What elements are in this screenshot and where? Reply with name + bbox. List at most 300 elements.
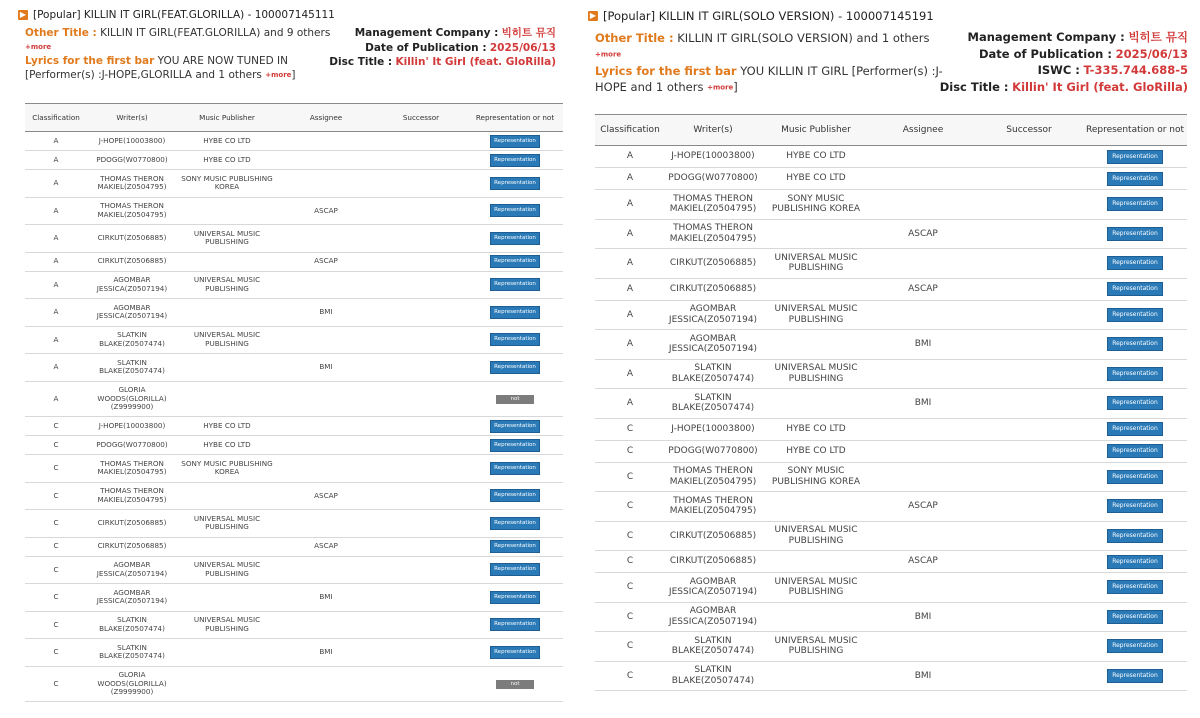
mgmt-value: 빅히트 뮤직 bbox=[501, 27, 556, 39]
cell-writer: CIRKUT(Z0506885) bbox=[665, 551, 761, 573]
cell-writer: CIRKUT(Z0506885) bbox=[665, 278, 761, 300]
cell-publisher: UNIVERSAL MUSIC PUBLISHING bbox=[761, 632, 871, 662]
work-info-left bbox=[25, 26, 355, 82]
cell-assignee bbox=[277, 170, 375, 198]
representation-badge[interactable]: Representation bbox=[490, 462, 540, 475]
cell-successor bbox=[975, 462, 1083, 492]
other-title-label: Other Title : bbox=[595, 31, 674, 45]
cell-writer: AGOMBAR JESSICA(Z0507194) bbox=[87, 299, 177, 327]
cell-publisher: UNIVERSAL MUSIC PUBLISHING bbox=[177, 556, 277, 584]
cell-successor bbox=[375, 666, 467, 702]
table-row bbox=[25, 381, 563, 417]
representation-badge[interactable]: Representation bbox=[490, 135, 540, 148]
representation-badge[interactable]: Representation bbox=[1107, 610, 1163, 624]
representation-badge[interactable]: Representation bbox=[1107, 197, 1163, 211]
cell-assignee: BMI bbox=[871, 330, 975, 360]
table-row bbox=[595, 146, 1187, 168]
representation-badge[interactable]: Representation bbox=[1107, 150, 1163, 164]
cell-representation bbox=[1083, 249, 1187, 279]
cell-assignee: ASCAP bbox=[871, 492, 975, 522]
work-title-line[interactable] bbox=[588, 9, 934, 23]
cell-publisher: HYBE CO LTD bbox=[761, 146, 871, 168]
cell-publisher bbox=[177, 252, 277, 271]
representation-badge[interactable]: Representation bbox=[490, 333, 540, 346]
lyrics-label: Lyrics for the first bar bbox=[595, 63, 737, 78]
cell-writer: PDOGG(W0770800) bbox=[665, 440, 761, 462]
cell-classification: C bbox=[25, 611, 87, 639]
table-row bbox=[595, 602, 1187, 632]
cell-publisher: UNIVERSAL MUSIC PUBLISHING bbox=[177, 271, 277, 299]
cell-classification: C bbox=[595, 418, 665, 440]
pub-date-value: 2025/06/13 bbox=[1115, 46, 1188, 61]
cell-writer: CIRKUT(Z0506885) bbox=[87, 510, 177, 538]
cell-classification: C bbox=[25, 556, 87, 584]
cell-publisher bbox=[177, 666, 277, 702]
work-title-line[interactable] bbox=[18, 9, 335, 21]
lyrics-close: ] bbox=[733, 79, 738, 94]
cell-classification: A bbox=[25, 197, 87, 225]
cell-writer: THOMAS THERON MAKIEL(Z0504795) bbox=[665, 462, 761, 492]
table-row bbox=[595, 418, 1187, 440]
cell-publisher: HYBE CO LTD bbox=[761, 418, 871, 440]
cell-assignee bbox=[871, 632, 975, 662]
cell-publisher: SONY MUSIC PUBLISHING KOREA bbox=[761, 190, 871, 220]
more-link[interactable]: +more bbox=[707, 83, 734, 91]
representation-badge[interactable]: Representation bbox=[1107, 227, 1163, 241]
cell-classification: A bbox=[25, 326, 87, 354]
cell-assignee: BMI bbox=[277, 584, 375, 612]
table-row bbox=[25, 510, 563, 538]
table-row bbox=[25, 639, 563, 667]
representation-badge[interactable]: Representation bbox=[1107, 308, 1163, 322]
cell-successor bbox=[975, 418, 1083, 440]
cell-writer: J-HOPE(10003800) bbox=[665, 418, 761, 440]
cell-classification: C bbox=[25, 537, 87, 556]
representation-badge[interactable]: Representation bbox=[1107, 555, 1163, 569]
cell-writer: AGOMBAR JESSICA(Z0507194) bbox=[87, 584, 177, 612]
cell-successor bbox=[975, 359, 1083, 389]
cell-assignee: BMI bbox=[277, 299, 375, 327]
cell-successor bbox=[375, 556, 467, 584]
table-row bbox=[25, 197, 563, 225]
cell-representation bbox=[1083, 492, 1187, 522]
table-row bbox=[25, 225, 563, 253]
cell-publisher bbox=[177, 537, 277, 556]
cell-assignee bbox=[871, 249, 975, 279]
table-row bbox=[595, 440, 1187, 462]
cell-assignee: ASCAP bbox=[277, 537, 375, 556]
cell-classification: A bbox=[595, 190, 665, 220]
header-representation: Representation or not bbox=[467, 104, 563, 132]
table-row bbox=[595, 359, 1187, 389]
representation-badge[interactable]: Representation bbox=[1107, 444, 1163, 458]
table-row bbox=[595, 551, 1187, 573]
cell-representation bbox=[467, 225, 563, 253]
representation-badge[interactable]: Representation bbox=[490, 646, 540, 659]
representation-badge[interactable]: Representation bbox=[490, 517, 540, 530]
representation-badge[interactable]: Representation bbox=[490, 278, 540, 291]
cell-representation bbox=[467, 455, 563, 483]
representation-badge[interactable]: Representation bbox=[1107, 256, 1163, 270]
cell-successor bbox=[375, 252, 467, 271]
cell-representation bbox=[1083, 278, 1187, 300]
pub-date-label: Date of Publication : bbox=[365, 41, 487, 54]
cell-assignee bbox=[871, 521, 975, 551]
cell-classification: A bbox=[25, 299, 87, 327]
disc-title-label: Disc Title : bbox=[329, 56, 393, 68]
cell-classification: A bbox=[595, 219, 665, 249]
cell-publisher: HYBE CO LTD bbox=[761, 168, 871, 190]
cell-successor bbox=[375, 537, 467, 556]
cell-publisher: UNIVERSAL MUSIC PUBLISHING bbox=[177, 326, 277, 354]
representation-badge[interactable]: Representation bbox=[490, 306, 540, 319]
cell-classification: A bbox=[595, 330, 665, 360]
representation-badge[interactable]: Representation bbox=[1107, 529, 1163, 543]
cell-publisher bbox=[761, 389, 871, 419]
cell-assignee bbox=[871, 359, 975, 389]
table-row bbox=[25, 151, 563, 170]
cell-writer: CIRKUT(Z0506885) bbox=[87, 537, 177, 556]
table-body bbox=[595, 146, 1187, 691]
cell-representation bbox=[1083, 300, 1187, 330]
cell-assignee: ASCAP bbox=[277, 252, 375, 271]
cell-publisher: SONY MUSIC PUBLISHING KOREA bbox=[177, 170, 277, 198]
table-row bbox=[595, 330, 1187, 360]
more-link[interactable]: +more bbox=[25, 43, 52, 51]
more-link[interactable]: +more bbox=[595, 50, 622, 59]
header-writers: Writer(s) bbox=[87, 104, 177, 132]
work-title[interactable]: [Popular] KILLIN IT GIRL(FEAT.GLORILLA) - 100007145111 bbox=[33, 9, 335, 21]
table-row bbox=[595, 521, 1187, 551]
cell-representation bbox=[1083, 330, 1187, 360]
cell-successor bbox=[975, 219, 1083, 249]
work-info-right bbox=[940, 29, 1188, 95]
cell-writer: THOMAS THERON MAKIEL(Z0504795) bbox=[665, 219, 761, 249]
cell-successor bbox=[975, 602, 1083, 632]
table-row bbox=[25, 354, 563, 382]
cell-writer: AGOMBAR JESSICA(Z0507194) bbox=[665, 330, 761, 360]
cell-publisher: UNIVERSAL MUSIC PUBLISHING bbox=[761, 300, 871, 330]
cell-classification: A bbox=[25, 381, 87, 417]
table-row bbox=[25, 417, 563, 436]
cell-writer: SLATKIN BLAKE(Z0507474) bbox=[665, 661, 761, 691]
representation-badge[interactable]: Representation bbox=[490, 255, 540, 268]
cell-representation bbox=[467, 639, 563, 667]
representation-badge[interactable]: Representation bbox=[490, 540, 540, 553]
cell-writer: SLATKIN BLAKE(Z0507474) bbox=[665, 632, 761, 662]
cell-assignee bbox=[871, 300, 975, 330]
cell-writer: CIRKUT(Z0506885) bbox=[87, 225, 177, 253]
cell-representation bbox=[467, 197, 563, 225]
cell-successor bbox=[375, 271, 467, 299]
cell-classification: A bbox=[595, 278, 665, 300]
representation-badge[interactable]: Representation bbox=[490, 154, 540, 167]
not-representation-badge[interactable]: not bbox=[496, 680, 534, 689]
cell-writer: CIRKUT(Z0506885) bbox=[665, 521, 761, 551]
cell-representation bbox=[467, 299, 563, 327]
cell-assignee: ASCAP bbox=[871, 551, 975, 573]
cell-representation bbox=[467, 151, 563, 170]
cell-classification: A bbox=[25, 132, 87, 151]
cell-representation bbox=[467, 271, 563, 299]
cell-assignee: BMI bbox=[277, 354, 375, 382]
cell-successor bbox=[975, 440, 1083, 462]
cell-representation bbox=[467, 611, 563, 639]
cell-successor bbox=[375, 436, 467, 455]
cell-publisher: UNIVERSAL MUSIC PUBLISHING bbox=[761, 573, 871, 603]
cell-publisher: SONY MUSIC PUBLISHING KOREA bbox=[177, 455, 277, 483]
cell-writer: AGOMBAR JESSICA(Z0507194) bbox=[665, 300, 761, 330]
cell-writer: AGOMBAR JESSICA(Z0507194) bbox=[665, 573, 761, 603]
cell-publisher: UNIVERSAL MUSIC PUBLISHING bbox=[761, 521, 871, 551]
cell-representation bbox=[467, 556, 563, 584]
rights-table bbox=[595, 114, 1187, 691]
cell-writer: GLORIA WOODS(GLORILLA) (Z9999900) bbox=[87, 666, 177, 702]
cell-assignee bbox=[277, 132, 375, 151]
cell-successor bbox=[975, 661, 1083, 691]
representation-badge[interactable]: Representation bbox=[1107, 367, 1163, 381]
cell-representation bbox=[1083, 440, 1187, 462]
not-representation-badge[interactable]: not bbox=[496, 395, 534, 404]
cell-publisher bbox=[177, 354, 277, 382]
cell-representation bbox=[1083, 551, 1187, 573]
representation-badge[interactable]: Representation bbox=[1107, 499, 1163, 513]
cell-successor bbox=[975, 492, 1083, 522]
cell-successor bbox=[375, 417, 467, 436]
header-assignee: Assignee bbox=[871, 115, 975, 146]
cell-successor bbox=[975, 249, 1083, 279]
cell-publisher bbox=[177, 381, 277, 417]
cell-successor bbox=[375, 611, 467, 639]
representation-badge[interactable]: Representation bbox=[490, 177, 540, 190]
cell-representation bbox=[467, 436, 563, 455]
representation-badge[interactable]: Representation bbox=[1107, 422, 1163, 436]
table-row bbox=[595, 300, 1187, 330]
cell-writer: AGOMBAR JESSICA(Z0507194) bbox=[665, 602, 761, 632]
cell-writer: GLORIA WOODS(GLORILLA) (Z9999900) bbox=[87, 381, 177, 417]
disc-title-label: Disc Title : bbox=[939, 79, 1009, 94]
cell-representation bbox=[467, 354, 563, 382]
cell-successor bbox=[975, 551, 1083, 573]
mgmt-label: Management Company : bbox=[354, 27, 499, 39]
table-row bbox=[25, 326, 563, 354]
cell-assignee bbox=[277, 556, 375, 584]
work-title[interactable]: [Popular] KILLIN IT GIRL(SOLO VERSION) - 100007145191 bbox=[603, 9, 934, 23]
representation-badge[interactable]: Representation bbox=[1107, 470, 1163, 484]
cell-classification: A bbox=[595, 146, 665, 168]
header-music-publisher: Music Publisher bbox=[177, 104, 277, 132]
table-row bbox=[595, 462, 1187, 492]
cell-representation bbox=[467, 252, 563, 271]
cell-writer: SLATKIN BLAKE(Z0507474) bbox=[665, 389, 761, 419]
cell-representation bbox=[1083, 521, 1187, 551]
cell-successor bbox=[375, 381, 467, 417]
pub-date-value: 2025/06/13 bbox=[489, 41, 556, 54]
representation-badge[interactable]: Representation bbox=[1107, 669, 1163, 683]
cell-assignee bbox=[871, 440, 975, 462]
representation-badge[interactable]: Representation bbox=[490, 591, 540, 604]
representation-badge[interactable]: Representation bbox=[1107, 639, 1163, 653]
cell-publisher: HYBE CO LTD bbox=[177, 132, 277, 151]
cell-successor bbox=[375, 299, 467, 327]
cell-classification: C bbox=[595, 551, 665, 573]
cell-representation bbox=[1083, 146, 1187, 168]
cell-classification: C bbox=[25, 666, 87, 702]
cell-successor bbox=[375, 170, 467, 198]
cell-assignee: ASCAP bbox=[277, 482, 375, 510]
cell-assignee bbox=[277, 436, 375, 455]
cell-representation bbox=[1083, 389, 1187, 419]
representation-badge[interactable]: Representation bbox=[1107, 172, 1163, 186]
cell-successor bbox=[375, 132, 467, 151]
representation-badge[interactable]: Representation bbox=[490, 563, 540, 576]
header-successor: Successor bbox=[375, 104, 467, 132]
cell-assignee bbox=[277, 381, 375, 417]
header-writers: Writer(s) bbox=[665, 115, 761, 146]
cell-publisher bbox=[177, 482, 277, 510]
cell-assignee bbox=[871, 168, 975, 190]
cell-classification: C bbox=[595, 462, 665, 492]
cell-writer: THOMAS THERON MAKIEL(Z0504795) bbox=[87, 197, 177, 225]
cell-writer: SLATKIN BLAKE(Z0507474) bbox=[87, 611, 177, 639]
cell-assignee bbox=[871, 146, 975, 168]
other-title-value: KILLIN IT GIRL(SOLO VERSION) and 1 others bbox=[677, 31, 930, 45]
representation-badge[interactable]: Representation bbox=[490, 361, 540, 374]
cell-successor bbox=[375, 354, 467, 382]
table-row bbox=[25, 611, 563, 639]
table-row bbox=[25, 170, 563, 198]
cell-representation bbox=[467, 584, 563, 612]
cell-publisher: UNIVERSAL MUSIC PUBLISHING bbox=[177, 611, 277, 639]
table-row bbox=[25, 482, 563, 510]
cell-successor bbox=[375, 482, 467, 510]
cell-writer: THOMAS THERON MAKIEL(Z0504795) bbox=[665, 190, 761, 220]
cell-classification: C bbox=[595, 661, 665, 691]
table-row bbox=[595, 661, 1187, 691]
work-info-left bbox=[595, 30, 945, 95]
cell-writer: PDOGG(W0770800) bbox=[665, 168, 761, 190]
cell-classification: C bbox=[25, 510, 87, 538]
other-title-value: KILLIN IT GIRL(FEAT.GLORILLA) and 9 others bbox=[100, 27, 331, 39]
orange-arrow-icon: ▶ bbox=[589, 11, 597, 20]
cell-assignee bbox=[871, 573, 975, 603]
table-header-row bbox=[595, 115, 1187, 146]
table-row bbox=[25, 299, 563, 327]
cell-assignee bbox=[277, 225, 375, 253]
cell-writer: J-HOPE(10003800) bbox=[87, 417, 177, 436]
cell-successor bbox=[975, 278, 1083, 300]
cell-publisher bbox=[761, 492, 871, 522]
cell-representation bbox=[1083, 359, 1187, 389]
cell-representation bbox=[1083, 462, 1187, 492]
table-row bbox=[25, 252, 563, 271]
cell-writer: CIRKUT(Z0506885) bbox=[665, 249, 761, 279]
cell-assignee: BMI bbox=[871, 661, 975, 691]
cell-classification: C bbox=[595, 440, 665, 462]
cell-publisher bbox=[177, 639, 277, 667]
cell-classification: A bbox=[595, 359, 665, 389]
cell-writer: J-HOPE(10003800) bbox=[665, 146, 761, 168]
cell-classification: A bbox=[25, 271, 87, 299]
cell-classification: C bbox=[25, 639, 87, 667]
iswc-label: ISWC : bbox=[1037, 63, 1080, 77]
cell-publisher: HYBE CO LTD bbox=[177, 151, 277, 170]
table-row bbox=[595, 168, 1187, 190]
cell-representation bbox=[467, 132, 563, 151]
header-representation: Representation or not bbox=[1083, 115, 1187, 146]
more-link[interactable]: +more bbox=[265, 71, 292, 79]
representation-badge[interactable]: Representation bbox=[1107, 282, 1163, 296]
table-row bbox=[25, 455, 563, 483]
cell-successor bbox=[975, 300, 1083, 330]
cell-writer: THOMAS THERON MAKIEL(Z0504795) bbox=[87, 170, 177, 198]
cell-publisher: UNIVERSAL MUSIC PUBLISHING bbox=[761, 359, 871, 389]
cell-publisher: HYBE CO LTD bbox=[177, 417, 277, 436]
cell-classification: C bbox=[25, 584, 87, 612]
cell-classification: A bbox=[25, 252, 87, 271]
table-row bbox=[25, 132, 563, 151]
cell-successor bbox=[375, 151, 467, 170]
cell-classification: A bbox=[595, 249, 665, 279]
header-successor: Successor bbox=[975, 115, 1083, 146]
representation-badge[interactable]: Representation bbox=[490, 489, 540, 502]
table-row bbox=[25, 584, 563, 612]
cell-writer: PDOGG(W0770800) bbox=[87, 436, 177, 455]
representation-badge[interactable]: Representation bbox=[490, 204, 540, 217]
cell-publisher bbox=[177, 197, 277, 225]
representation-badge[interactable]: Representation bbox=[490, 232, 540, 245]
cell-representation bbox=[1083, 418, 1187, 440]
cell-publisher: UNIVERSAL MUSIC PUBLISHING bbox=[177, 225, 277, 253]
cell-assignee bbox=[277, 666, 375, 702]
cell-writer: J-HOPE(10003800) bbox=[87, 132, 177, 151]
cell-publisher: UNIVERSAL MUSIC PUBLISHING bbox=[761, 249, 871, 279]
table-row bbox=[595, 190, 1187, 220]
cell-classification: C bbox=[25, 482, 87, 510]
cell-representation bbox=[1083, 168, 1187, 190]
iswc-value: T-335.744.688-5 bbox=[1083, 63, 1188, 77]
representation-badge[interactable]: Representation bbox=[1107, 580, 1163, 594]
cell-representation bbox=[1083, 602, 1187, 632]
cell-writer: SLATKIN BLAKE(Z0507474) bbox=[87, 326, 177, 354]
table-row bbox=[595, 219, 1187, 249]
cell-classification: C bbox=[25, 436, 87, 455]
mgmt-value: 빅히트 뮤직 bbox=[1128, 30, 1188, 44]
cell-publisher bbox=[761, 661, 871, 691]
representation-badge[interactable]: Representation bbox=[490, 420, 540, 433]
cell-assignee: BMI bbox=[871, 602, 975, 632]
cell-assignee: BMI bbox=[871, 389, 975, 419]
representation-badge[interactable]: Representation bbox=[490, 439, 540, 452]
cell-classification: A bbox=[25, 354, 87, 382]
table-row bbox=[595, 389, 1187, 419]
cell-publisher bbox=[177, 584, 277, 612]
representation-badge[interactable]: Representation bbox=[1107, 337, 1163, 351]
representation-badge[interactable]: Representation bbox=[490, 618, 540, 631]
cell-representation bbox=[1083, 219, 1187, 249]
cell-classification: A bbox=[25, 170, 87, 198]
cell-representation bbox=[1083, 190, 1187, 220]
cell-assignee bbox=[277, 151, 375, 170]
table-row bbox=[595, 249, 1187, 279]
header-classification: Classification bbox=[25, 104, 87, 132]
cell-classification: A bbox=[25, 151, 87, 170]
mgmt-label: Management Company : bbox=[967, 30, 1125, 44]
representation-badge[interactable]: Representation bbox=[1107, 396, 1163, 410]
cell-representation bbox=[467, 326, 563, 354]
cell-writer: THOMAS THERON MAKIEL(Z0504795) bbox=[87, 455, 177, 483]
cell-publisher bbox=[761, 602, 871, 632]
